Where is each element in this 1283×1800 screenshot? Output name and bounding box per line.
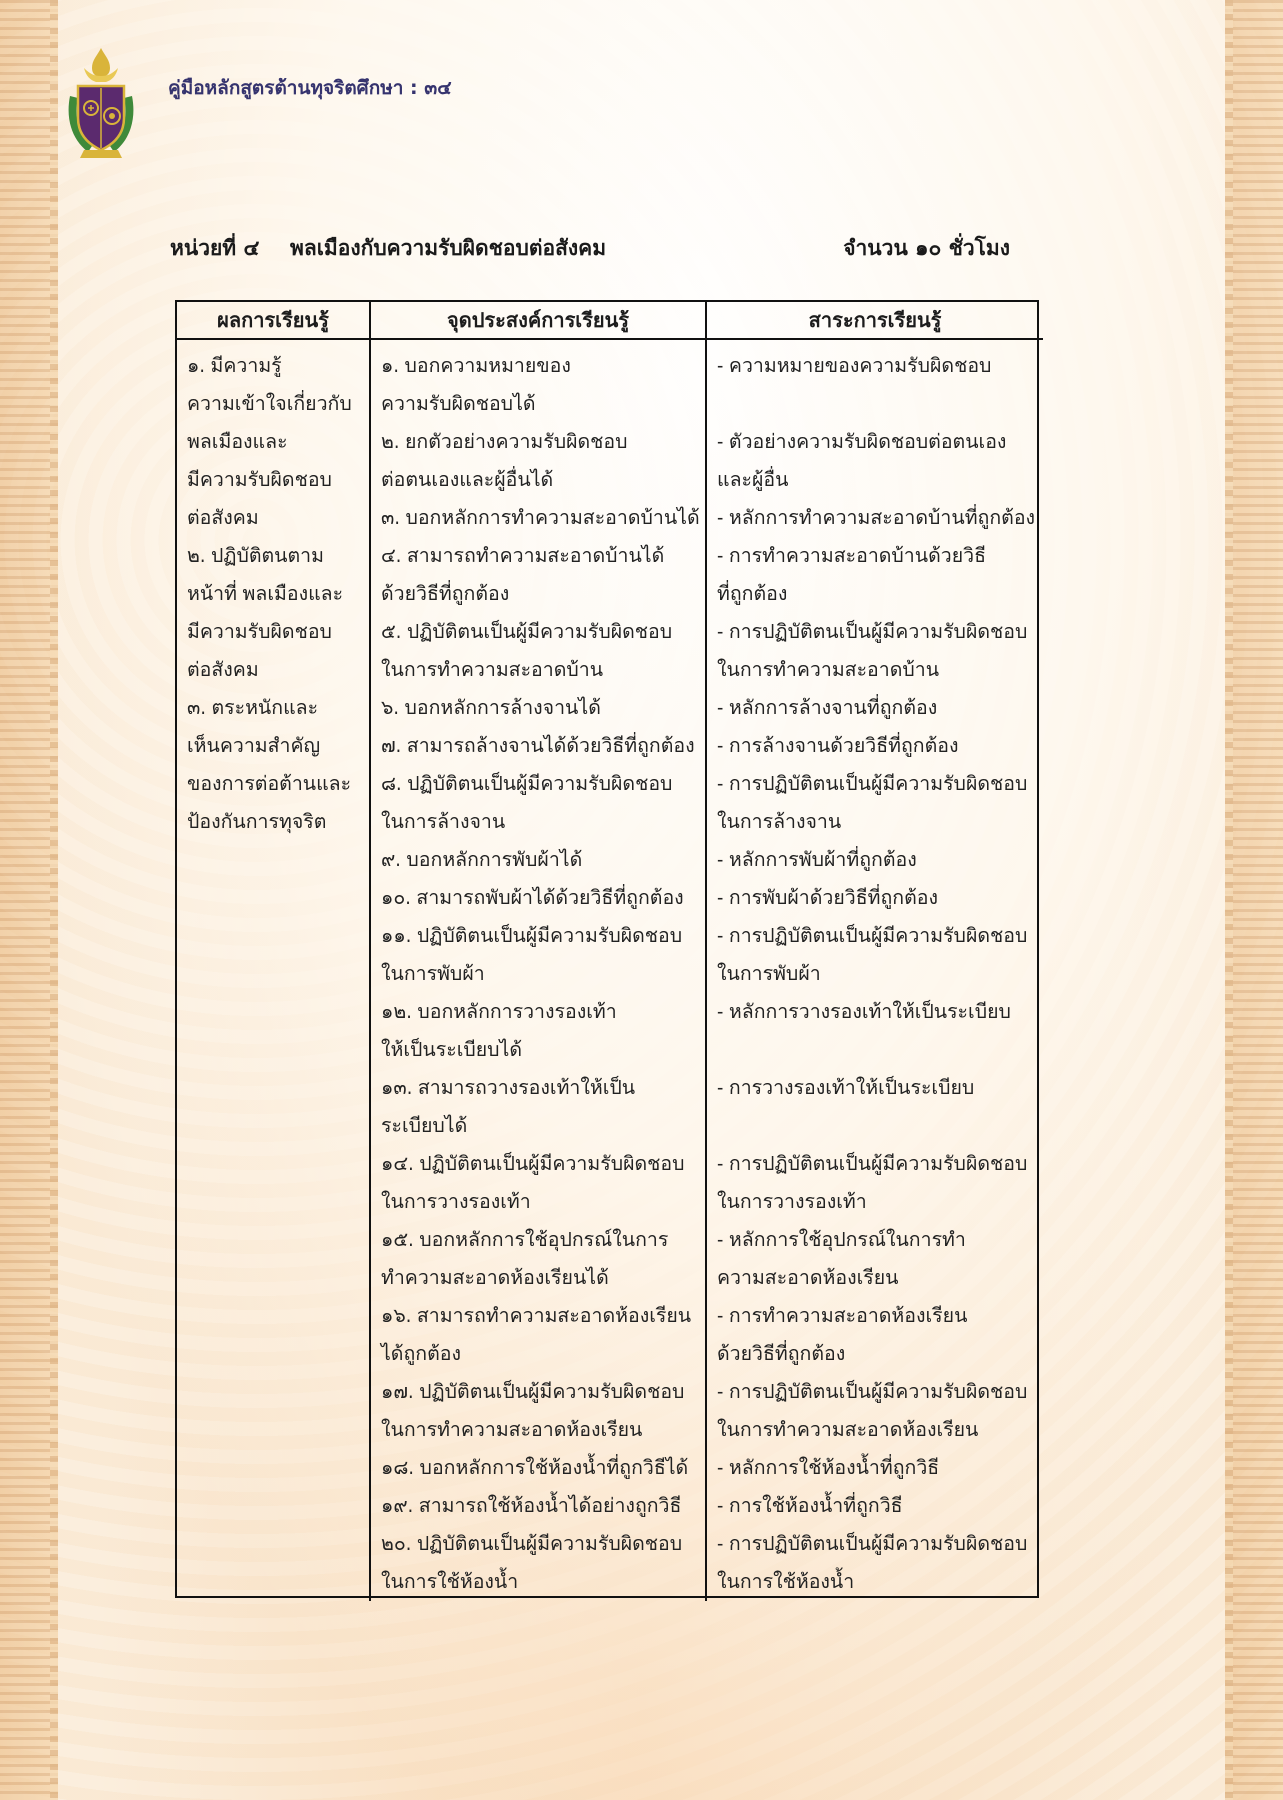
table-cell-line: ๑๐. สามารถพับผ้าได้ด้วยวิธีที่ถูกต้อง bbox=[381, 886, 684, 909]
document-header-title: คู่มือหลักสูตรต้านทุจริตศึกษา : ๓๔ bbox=[168, 77, 452, 99]
table-cell-line: - การทำความสะอาดบ้านด้วยวิธี bbox=[717, 544, 986, 567]
table-cell-line: ๑๖. สามารถทำความสะอาดห้องเรียน bbox=[381, 1304, 692, 1327]
table-cell-line: มีความรับผิดชอบ bbox=[187, 468, 332, 491]
table-cell-line: ด้วยวิธีที่ถูกต้อง bbox=[381, 582, 510, 605]
table-cell-line: ๑๙. สามารถใช้ห้องน้ำได้อย่างถูกวิธี bbox=[381, 1494, 682, 1517]
table-cell-line: หน้าที่ พลเมืองและ bbox=[187, 582, 344, 605]
table-cell-line: - การปฏิบัติตนเป็นผู้มีความรับผิดชอบ bbox=[717, 1152, 1028, 1175]
table-cell-line: ในการวางรองเท้า bbox=[381, 1190, 531, 1213]
table-cell-line: ในการล้างจาน bbox=[717, 810, 842, 833]
table-cell-line: ความสะอาดห้องเรียน bbox=[717, 1266, 899, 1289]
table-cell-line: - การปฏิบัติตนเป็นผู้มีความรับผิดชอบ bbox=[717, 924, 1028, 947]
table-cell-line: - การใช้ห้องน้ำที่ถูกวิธี bbox=[717, 1494, 903, 1517]
table-cell-line: ๗. สามารถล้างจานได้ด้วยวิธีที่ถูกต้อง bbox=[381, 734, 695, 757]
table-cell-line: ต่อสังคม bbox=[187, 506, 259, 529]
table-cell-line: ทำความสะอาดห้องเรียนได้ bbox=[381, 1266, 609, 1289]
table-cell-line: ๙. บอกหลักการพับผ้าได้ bbox=[381, 848, 583, 871]
table-cell-line: ในการพับผ้า bbox=[381, 962, 485, 985]
right-decorative-border bbox=[1225, 0, 1283, 1800]
table-cell-line: ได้ถูกต้อง bbox=[381, 1342, 461, 1365]
table-cell-line: ๘. ปฏิบัติตนเป็นผู้มีความรับผิดชอบ bbox=[381, 772, 673, 795]
table-cell-line: - การปฏิบัติตนเป็นผู้มีความรับผิดชอบ bbox=[717, 620, 1028, 643]
table-cell-line: - การทำความสะอาดห้องเรียน bbox=[717, 1304, 968, 1327]
table-cell-line: ๑๘. บอกหลักการใช้ห้องน้ำที่ถูกวิธีได้ bbox=[381, 1456, 689, 1479]
table-cell-line: - การพับผ้าด้วยวิธีที่ถูกต้อง bbox=[717, 886, 938, 909]
table-cell-line: - การล้างจานด้วยวิธีที่ถูกต้อง bbox=[717, 734, 959, 757]
curriculum-table bbox=[175, 300, 1039, 1598]
table-cell-line: - หลักการใช้อุปกรณ์ในการทำ bbox=[717, 1228, 966, 1251]
table-cell-line: - การปฏิบัติตนเป็นผู้มีความรับผิดชอบ bbox=[717, 772, 1028, 795]
table-cell-line: ในการทำความสะอาดห้องเรียน bbox=[717, 1418, 979, 1441]
table-cell-line: ๒. ปฏิบัติตนตาม bbox=[187, 544, 324, 567]
column-header-contents: สาระการเรียนรู้ bbox=[705, 302, 1043, 340]
outcomes-column bbox=[177, 340, 369, 1601]
table-cell-line: ๓. ตระหนักและ bbox=[187, 696, 319, 719]
table-cell-line: เห็นความสำคัญ bbox=[187, 734, 321, 757]
table-cell-line: - การวางรองเท้าให้เป็นระเบียบ bbox=[717, 1076, 975, 1099]
table-cell-line: ในการล้างจาน bbox=[381, 810, 506, 833]
table-cell-line: ในการทำความสะอาดห้องเรียน bbox=[381, 1418, 643, 1441]
table-cell-line: ของการต่อต้านและ bbox=[187, 772, 352, 795]
table-cell-line: ในการทำความสะอาดบ้าน bbox=[717, 658, 940, 681]
table-cell-line: ต่อสังคม bbox=[187, 658, 259, 681]
table-cell-line: ๕. ปฏิบัติตนเป็นผู้มีความรับผิดชอบ bbox=[381, 620, 673, 643]
table-cell-line: ด้วยวิธีที่ถูกต้อง bbox=[717, 1342, 846, 1365]
table-cell-line: - ตัวอย่างความรับผิดชอบต่อตนเอง bbox=[717, 430, 1007, 453]
table-cell-line: - การปฏิบัติตนเป็นผู้มีความรับผิดชอบ bbox=[717, 1532, 1028, 1555]
table-cell-line: ๑๑. ปฏิบัติตนเป็นผู้มีความรับผิดชอบ bbox=[381, 924, 683, 947]
table-cell-line: พลเมืองและ bbox=[187, 430, 288, 453]
table-cell-line: ในการใช้ห้องน้ำ bbox=[717, 1570, 855, 1593]
nacc-emblem-icon bbox=[62, 46, 140, 162]
table-cell-line bbox=[717, 385, 1035, 423]
table-cell-line: ที่ถูกต้อง bbox=[717, 582, 788, 605]
table-cell-line bbox=[717, 1107, 1035, 1145]
objectives-column bbox=[369, 340, 705, 1601]
table-cell-line: ต่อตนเองและผู้อื่นได้ bbox=[381, 468, 554, 491]
table-cell-line: ๑๗. ปฏิบัติตนเป็นผู้มีความรับผิดชอบ bbox=[381, 1380, 685, 1403]
table-cell-line: ความเข้าใจเกี่ยวกับ bbox=[187, 392, 352, 415]
unit-hours: จำนวน ๑๐ ชั่วโมง bbox=[843, 236, 1010, 260]
table-cell-line: ๒๐. ปฏิบัติตนเป็นผู้มีความรับผิดชอบ bbox=[381, 1532, 683, 1555]
table-cell-line: ๔. สามารถทำความสะอาดบ้านได้ bbox=[381, 544, 665, 567]
column-header-outcomes: ผลการเรียนรู้ bbox=[177, 302, 369, 340]
table-cell-line: - ความหมายของความรับผิดชอบ bbox=[717, 354, 992, 377]
table-cell-line: ให้เป็นระเบียบได้ bbox=[381, 1038, 523, 1061]
contents-column bbox=[705, 340, 1043, 1601]
table-cell-line: ในการวางรองเท้า bbox=[717, 1190, 867, 1213]
table-cell-line: ระเบียบได้ bbox=[381, 1114, 468, 1137]
table-cell-line bbox=[717, 1031, 1035, 1069]
table-cell-line: ๑๔. ปฏิบัติตนเป็นผู้มีความรับผิดชอบ bbox=[381, 1152, 685, 1175]
table-cell-line: ในการใช้ห้องน้ำ bbox=[381, 1570, 519, 1593]
table-cell-line: ความรับผิดชอบได้ bbox=[381, 392, 536, 415]
table-cell-line: ในการพับผ้า bbox=[717, 962, 821, 985]
table-cell-line: ๑๒. บอกหลักการวางรองเท้า bbox=[381, 1000, 617, 1023]
table-cell-line: ป้องกันการทุจริต bbox=[187, 810, 327, 833]
unit-title: พลเมืองกับความรับผิดชอบต่อสังคม bbox=[290, 236, 607, 260]
table-cell-line: ๑. มีความรู้ bbox=[187, 354, 282, 377]
table-cell-line: ๖. บอกหลักการล้างจานได้ bbox=[381, 696, 601, 719]
table-cell-line: ๒. ยกตัวอย่างความรับผิดชอบ bbox=[381, 430, 628, 453]
table-cell-line: - หลักการวางรองเท้าให้เป็นระเบียบ bbox=[717, 1000, 1011, 1023]
table-cell-line: ๑. บอกความหมายของ bbox=[381, 354, 571, 377]
table-cell-line: ๑๓. สามารถวางรองเท้าให้เป็น bbox=[381, 1076, 636, 1099]
unit-label: หน่วยที่ ๔ bbox=[170, 236, 260, 260]
table-cell-line: - การปฏิบัติตนเป็นผู้มีความรับผิดชอบ bbox=[717, 1380, 1028, 1403]
table-cell-line: และผู้อื่น bbox=[717, 468, 789, 491]
table-cell-line: - หลักการล้างจานที่ถูกต้อง bbox=[717, 696, 938, 719]
left-decorative-border bbox=[0, 0, 58, 1800]
table-cell-line: ในการทำความสะอาดบ้าน bbox=[381, 658, 604, 681]
table-cell-line: - หลักการทำความสะอาดบ้านที่ถูกต้อง bbox=[717, 506, 1036, 529]
column-header-objectives: จุดประสงค์การเรียนรู้ bbox=[369, 302, 705, 340]
table-cell-line: - หลักการพับผ้าที่ถูกต้อง bbox=[717, 848, 917, 871]
table-cell-line: มีความรับผิดชอบ bbox=[187, 620, 332, 643]
table-cell-line: - หลักการใช้ห้องน้ำที่ถูกวิธี bbox=[717, 1456, 940, 1479]
table-cell-line: ๑๕. บอกหลักการใช้อุปกรณ์ในการ bbox=[381, 1228, 669, 1251]
table-cell-line: ๓. บอกหลักการทำความสะอาดบ้านได้ bbox=[381, 506, 700, 529]
